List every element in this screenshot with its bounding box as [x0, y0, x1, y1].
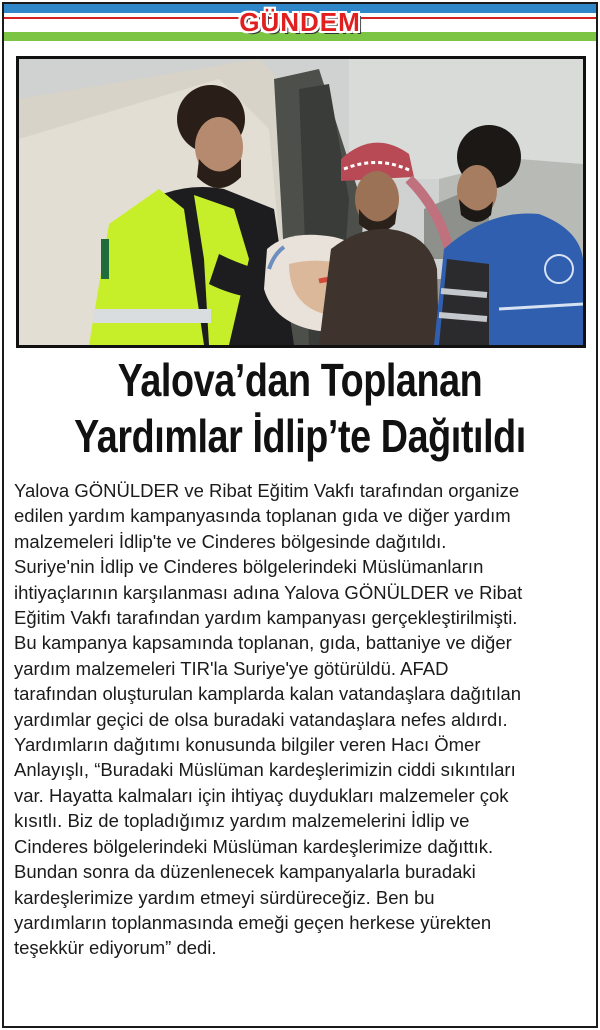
body-line: malzemeleri İdlip'te ve Cinderes bölgesinde dağıtıldı.	[14, 530, 447, 552]
section-title: GÜNDEM	[239, 7, 361, 37]
body-line: yardım malzemeleri TIR'la Suriye'ye götürüldü. AFAD	[14, 657, 449, 679]
body-line: kısıtlı. Biz de topladığımız yardım malzemelerini İdlip ve	[14, 810, 470, 832]
body-line: edilen yardım kampanyasında toplanan gıda ve diğer yardım	[14, 505, 511, 527]
body-line: Bu kampanya kapsamında toplanan, gıda, battaniye ve diğer	[14, 632, 512, 654]
section-header	[4, 4, 596, 44]
body-line: yardımlar geçici de olsa buradaki vatandaşlara nefes aldırdı.	[14, 708, 508, 730]
headline-line-2: Yardımlar İdlip’te Dağıtıldı	[74, 410, 526, 462]
body-line: Bundan sonra da düzenlenecek kampanyalarla buradaki	[14, 861, 476, 883]
article-photo	[16, 56, 586, 348]
aid-distribution-photo	[19, 59, 583, 345]
article-body	[14, 478, 592, 961]
body-line: yardımların toplanmasında emeği geçen herkese yürekten	[14, 911, 492, 933]
body-line: Cinderes bölgelerindeki Müslüman kardeşlerimize dağıttık.	[14, 835, 494, 857]
body-line: Suriye'nin İdlip ve Cinderes bölgelerindeki Müslümanların	[14, 556, 484, 578]
body-line: tarafından oluşturulan kamplarda kalan vatandaşlara dağıtılan	[14, 683, 522, 705]
body-line: Yalova GÖNÜLDER ve Ribat Eğitim Vakfı tarafından organize	[14, 480, 520, 501]
body-line: kardeşlerimize yardım etmeyi sürdüreceğiz. Ben bu	[14, 886, 435, 908]
body-line: ihtiyaçlarının karşılanması adına Yalova GÖNÜLDER ve Ribat	[14, 581, 523, 603]
headline-line-1: Yalova’dan Toplanan	[117, 354, 483, 406]
body-line: teşekkür ediyorum” dedi.	[14, 937, 217, 959]
body-line: var. Hayatta kalmaları için ihtiyaç duydukları malzemeler çok	[14, 784, 509, 806]
body-line: Yardımların dağıtımı konusunda bilgiler veren Hacı Ömer	[14, 734, 481, 756]
article-headline	[4, 352, 596, 464]
body-line: Eğitim Vakfı tarafından yardım kampanyası gerçekleştirilmişti.	[14, 607, 518, 629]
body-line: Anlayışlı, “Buradaki Müslüman kardeşlerimizin ciddi sıkıntıları	[14, 759, 516, 781]
newspaper-clipping	[2, 2, 598, 1028]
